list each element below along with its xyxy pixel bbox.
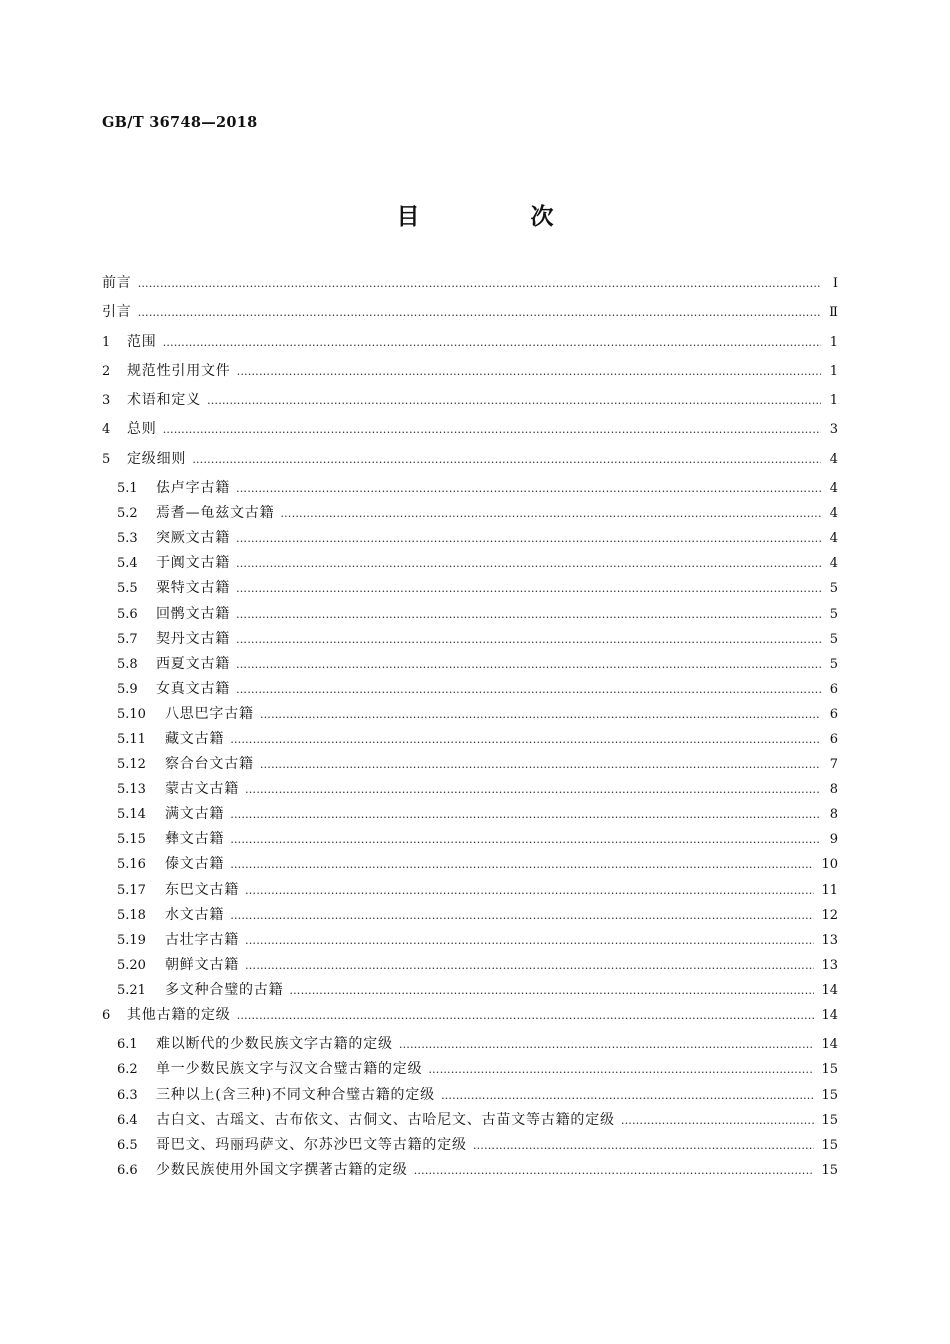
toc-entry-number: 5.16 bbox=[117, 857, 146, 873]
dot-leader bbox=[236, 683, 821, 696]
toc-entry[interactable] bbox=[102, 703, 838, 728]
toc-entry-number: 5.19 bbox=[117, 932, 146, 948]
dot-leader bbox=[236, 482, 821, 495]
toc-entry-title: 朝鲜文古籍 bbox=[165, 956, 239, 973]
dot-leader bbox=[245, 884, 814, 897]
toc-entry[interactable] bbox=[102, 389, 838, 418]
toc-entry[interactable] bbox=[102, 904, 838, 929]
toc-entry-title: 古白文、古瑶文、古布依文、古侗文、古哈尼文、古苗文等古籍的定级 bbox=[156, 1111, 615, 1128]
toc-entry[interactable] bbox=[102, 360, 838, 389]
toc-entry-number: 6.2 bbox=[117, 1062, 138, 1078]
toc-entry[interactable] bbox=[102, 828, 838, 853]
toc-entry[interactable] bbox=[102, 331, 838, 360]
toc-entry-number: 5.4 bbox=[117, 556, 138, 572]
toc-entry-page: 6 bbox=[829, 732, 838, 748]
toc-entry-page: 8 bbox=[829, 782, 838, 798]
dot-leader bbox=[236, 633, 821, 646]
toc-entry-page: 15 bbox=[821, 1087, 838, 1103]
dot-leader bbox=[138, 277, 821, 290]
dot-leader bbox=[441, 1089, 815, 1102]
toc-entry-page: 7 bbox=[829, 757, 838, 773]
toc-entry-number: 5.20 bbox=[117, 957, 146, 973]
dot-leader bbox=[138, 306, 821, 319]
toc-entry-page: 6 bbox=[829, 706, 838, 722]
toc-entry-number: 5.13 bbox=[117, 782, 146, 798]
toc-entry-number: 5.2 bbox=[117, 506, 138, 522]
toc-entry-number: 6.5 bbox=[117, 1137, 138, 1153]
toc-entry-page: Ⅰ bbox=[832, 276, 838, 291]
dot-leader bbox=[236, 557, 821, 570]
toc-entry-number: 1 bbox=[102, 334, 111, 350]
toc-entry-page: 15 bbox=[821, 1162, 838, 1178]
dot-leader bbox=[230, 833, 821, 846]
toc-entry-title: 焉耆—龟兹文古籍 bbox=[156, 505, 275, 522]
dot-leader bbox=[280, 507, 821, 520]
toc-entry-number: 5.8 bbox=[117, 656, 138, 672]
toc-entry-number: 6.3 bbox=[117, 1087, 138, 1103]
dot-leader bbox=[192, 453, 821, 466]
dot-leader bbox=[237, 365, 821, 378]
dot-leader bbox=[163, 336, 821, 349]
toc-entry-page: 13 bbox=[821, 932, 838, 948]
toc-entry-page: 4 bbox=[829, 531, 838, 547]
toc-entry[interactable] bbox=[102, 929, 838, 954]
toc-entry-title: 傣文古籍 bbox=[165, 856, 225, 873]
toc-entry-title: 术语和定义 bbox=[127, 392, 201, 409]
toc-entry-page: 4 bbox=[829, 451, 838, 467]
dot-leader bbox=[473, 1139, 815, 1152]
toc-entry[interactable] bbox=[102, 527, 838, 552]
toc-entry-page: 14 bbox=[821, 1008, 838, 1024]
toc-entry-number: 4 bbox=[102, 422, 111, 438]
toc-entry-page: 3 bbox=[829, 422, 838, 438]
toc-entry-title: 粟特文古籍 bbox=[156, 580, 230, 597]
toc-entry-number: 5.12 bbox=[117, 757, 146, 773]
toc-entry[interactable] bbox=[102, 803, 838, 828]
toc-entry[interactable] bbox=[102, 628, 838, 653]
toc-entry[interactable] bbox=[102, 418, 838, 447]
dot-leader bbox=[237, 1009, 815, 1022]
toc-entry-title: 于阗文古籍 bbox=[156, 555, 230, 572]
toc-entry-number: 5.3 bbox=[117, 531, 138, 547]
dot-leader bbox=[230, 733, 821, 746]
toc-entry[interactable] bbox=[102, 879, 838, 904]
dot-leader bbox=[621, 1114, 815, 1127]
toc-entry-page: 14 bbox=[821, 1037, 838, 1053]
toc-entry[interactable] bbox=[102, 753, 838, 778]
toc-entry-title: 三种以上(含三种)不同文种合璧古籍的定级 bbox=[156, 1086, 435, 1103]
toc-entry-page: 1 bbox=[829, 334, 838, 350]
toc-entry-title: 哥巴文、玛丽玛萨文、尔苏沙巴文等古籍的定级 bbox=[156, 1136, 467, 1153]
dot-leader bbox=[230, 808, 821, 821]
toc-entry-page: 11 bbox=[821, 882, 838, 898]
dot-leader bbox=[163, 423, 821, 436]
toc-entry-page: 9 bbox=[829, 832, 838, 848]
toc-entry[interactable] bbox=[102, 1134, 838, 1159]
dot-leader bbox=[207, 394, 821, 407]
toc-entry-number: 6.6 bbox=[117, 1162, 138, 1178]
toc-entry[interactable] bbox=[102, 301, 838, 330]
toc-entry[interactable] bbox=[102, 552, 838, 577]
toc-entry-title: 定级细则 bbox=[127, 450, 187, 467]
toc-entry[interactable] bbox=[102, 1109, 838, 1134]
toc-entry[interactable] bbox=[102, 502, 838, 527]
toc-entry-page: 4 bbox=[829, 556, 838, 572]
table-of-contents bbox=[102, 272, 838, 1184]
page-title: 目 次 bbox=[396, 203, 598, 230]
toc-entry-number: 5.1 bbox=[117, 481, 138, 497]
toc-entry-number: 6.1 bbox=[117, 1037, 138, 1053]
dot-leader bbox=[245, 783, 821, 796]
dot-leader bbox=[260, 708, 821, 721]
toc-entry-title: 回鹘文古籍 bbox=[156, 605, 230, 622]
dot-leader bbox=[399, 1038, 815, 1051]
toc-entry-title: 规范性引用文件 bbox=[127, 362, 231, 379]
toc-entry-number: 3 bbox=[102, 393, 111, 409]
toc-entry-title: 引言 bbox=[102, 304, 132, 321]
toc-entry-number: 6 bbox=[102, 1008, 111, 1024]
toc-entry-title: 满文古籍 bbox=[165, 806, 225, 823]
toc-entry-page: 5 bbox=[829, 656, 838, 672]
toc-entry-title: 西夏文古籍 bbox=[156, 655, 230, 672]
toc-entry-number: 5.7 bbox=[117, 631, 138, 647]
dot-leader bbox=[236, 608, 821, 621]
toc-entry-title: 水文古籍 bbox=[165, 906, 225, 923]
toc-entry-number: 2 bbox=[102, 363, 111, 379]
toc-entry-page: 6 bbox=[829, 681, 838, 697]
toc-entry[interactable] bbox=[102, 778, 838, 803]
toc-entry-page: 14 bbox=[821, 982, 838, 998]
toc-entry[interactable] bbox=[102, 653, 838, 678]
toc-entry[interactable] bbox=[102, 678, 838, 703]
toc-entry-title: 单一少数民族文字与汉文合璧古籍的定级 bbox=[156, 1061, 423, 1078]
toc-entry-title: 佉卢字古籍 bbox=[156, 480, 230, 497]
toc-entry-title: 彝文古籍 bbox=[165, 831, 225, 848]
toc-entry-page: 15 bbox=[821, 1137, 838, 1153]
toc-entry-title: 蒙古文古籍 bbox=[165, 781, 239, 798]
toc-entry-title: 察合台文古籍 bbox=[165, 756, 254, 773]
toc-entry-number: 5.17 bbox=[117, 882, 146, 898]
toc-entry-number: 6.4 bbox=[117, 1112, 138, 1128]
toc-entry-number: 5 bbox=[102, 451, 111, 467]
toc-entry-title: 多文种合璧的古籍 bbox=[165, 981, 284, 998]
toc-entry-number: 5.21 bbox=[117, 982, 146, 998]
toc-entry-title: 难以断代的少数民族文字古籍的定级 bbox=[156, 1036, 393, 1053]
toc-entry-number: 5.9 bbox=[117, 681, 138, 697]
dot-leader bbox=[245, 934, 814, 947]
toc-entry-title: 东巴文古籍 bbox=[165, 881, 239, 898]
toc-entry-page: 4 bbox=[829, 481, 838, 497]
toc-entry-page: 13 bbox=[821, 957, 838, 973]
toc-entry[interactable] bbox=[102, 1033, 838, 1058]
dot-leader bbox=[236, 658, 821, 671]
toc-entry-number: 5.11 bbox=[117, 732, 146, 748]
toc-entry[interactable] bbox=[102, 577, 838, 602]
toc-entry-title: 女真文古籍 bbox=[156, 680, 230, 697]
toc-entry-title: 契丹文古籍 bbox=[156, 630, 230, 647]
toc-entry-page: 5 bbox=[829, 581, 838, 597]
toc-entry[interactable] bbox=[102, 853, 838, 878]
dot-leader bbox=[236, 582, 821, 595]
toc-entry-title: 少数民族使用外国文字撰著古籍的定级 bbox=[156, 1161, 408, 1178]
toc-entry-title: 其他古籍的定级 bbox=[127, 1007, 231, 1024]
toc-entry-page: 1 bbox=[829, 363, 838, 379]
toc-entry[interactable] bbox=[102, 979, 838, 1004]
toc-entry[interactable] bbox=[102, 477, 838, 502]
toc-entry[interactable] bbox=[102, 1004, 838, 1033]
toc-entry[interactable] bbox=[102, 1159, 838, 1184]
toc-entry-number: 5.5 bbox=[117, 581, 138, 597]
toc-entry[interactable] bbox=[102, 603, 838, 628]
toc-entry[interactable] bbox=[102, 1084, 838, 1109]
dot-leader bbox=[428, 1063, 814, 1076]
toc-entry[interactable] bbox=[102, 954, 838, 979]
standard-code: GB/T 36748—2018 bbox=[102, 114, 258, 131]
toc-entry-page: 5 bbox=[829, 631, 838, 647]
toc-entry[interactable] bbox=[102, 272, 838, 301]
dot-leader bbox=[236, 532, 821, 545]
toc-entry[interactable] bbox=[102, 728, 838, 753]
toc-entry[interactable] bbox=[102, 448, 838, 477]
dot-leader bbox=[260, 758, 821, 771]
toc-entry[interactable] bbox=[102, 1058, 838, 1083]
toc-entry-page: 15 bbox=[821, 1112, 838, 1128]
toc-entry-number: 5.14 bbox=[117, 807, 146, 823]
toc-entry-number: 5.15 bbox=[117, 832, 146, 848]
dot-leader bbox=[230, 909, 814, 922]
toc-entry-page: Ⅱ bbox=[829, 305, 838, 321]
toc-entry-page: 10 bbox=[821, 857, 838, 873]
dot-leader bbox=[414, 1164, 815, 1177]
toc-entry-page: 5 bbox=[829, 606, 838, 622]
toc-entry-number: 5.10 bbox=[117, 706, 146, 722]
dot-leader bbox=[289, 984, 814, 997]
toc-entry-title: 古壮字古籍 bbox=[165, 931, 239, 948]
dot-leader bbox=[245, 959, 814, 972]
dot-leader bbox=[230, 858, 814, 871]
toc-entry-page: 4 bbox=[829, 506, 838, 522]
toc-entry-number: 5.18 bbox=[117, 907, 146, 923]
toc-entry-title: 总则 bbox=[127, 421, 157, 438]
toc-entry-page: 1 bbox=[829, 393, 838, 409]
toc-entry-title: 突厥文古籍 bbox=[156, 530, 230, 547]
toc-entry-title: 八思巴字古籍 bbox=[165, 705, 254, 722]
toc-entry-title: 藏文古籍 bbox=[165, 731, 225, 748]
toc-entry-page: 8 bbox=[829, 807, 838, 823]
toc-entry-title: 范围 bbox=[127, 333, 157, 350]
toc-entry-number: 5.6 bbox=[117, 606, 138, 622]
toc-entry-page: 15 bbox=[821, 1062, 838, 1078]
toc-entry-title: 前言 bbox=[102, 275, 132, 291]
toc-entry-page: 12 bbox=[821, 907, 838, 923]
